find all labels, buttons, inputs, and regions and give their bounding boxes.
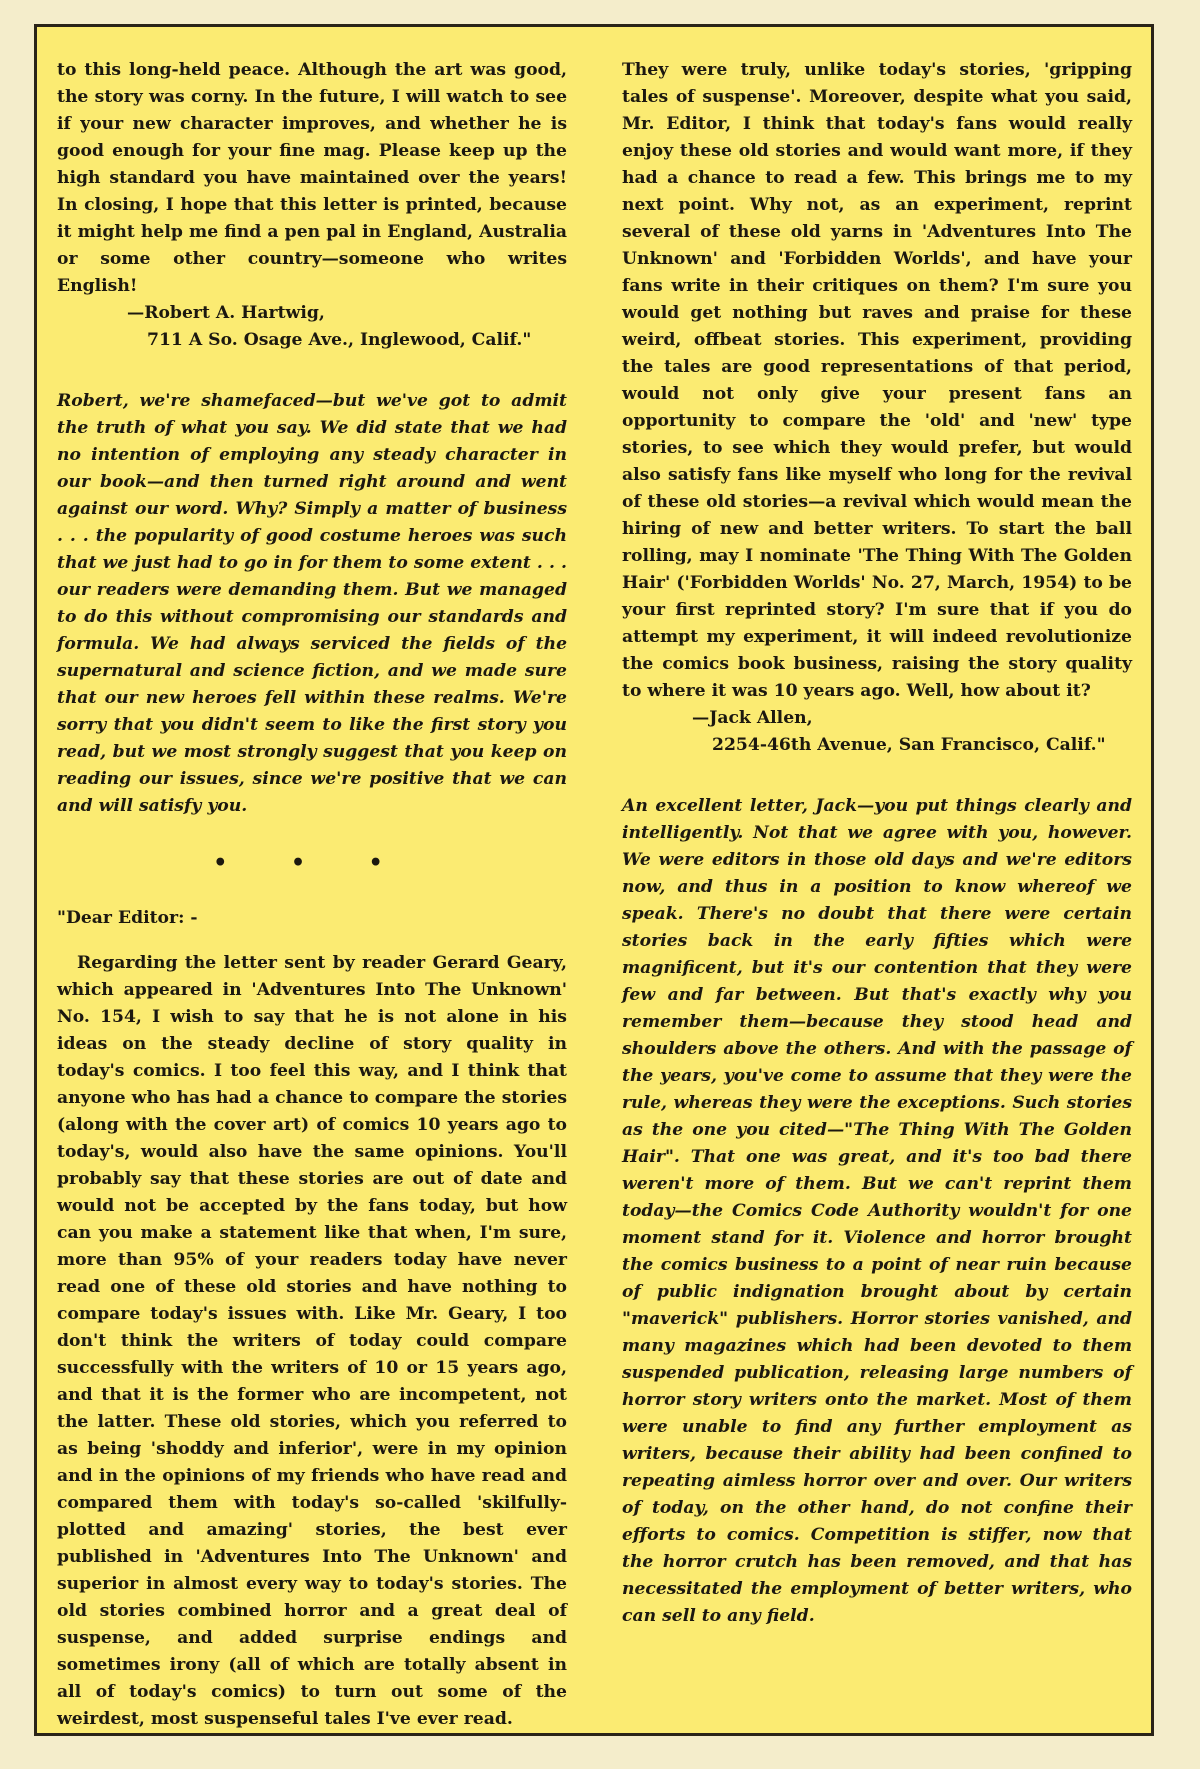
signature-name-allen: —Jack Allen, <box>692 708 813 728</box>
letter-continuation-hartwig: to this long-held peace. Although the art was good, the story was corny. In the future, I will watch to see if your new character improves, and whether he is good enough for your fine mag. Please keep up the high standard you have maintained over the years! In closing, I hope that this letter is printed, because it might help me find a pen pal in England, Australia or some other country—someone who writes English! <box>57 60 567 296</box>
letter-start-allen: Regarding the letter sent by reader Gerard Geary, which appeared in 'Adventures Into The Unknown' No. 154, I wish to say that he is not alone in his ideas on the steady decline of story quality in today's comics. I too feel this way, and I think that anyone who has had a chance to compare the stories (along with the cover art) of comics 10 years ago to today's, would also have the same opinions. You'll probably say that these stories are out of date and would not be accepted by the fans today, but how can you make a statement like that when, I'm sure, more than 95% of your readers today have never read one of these old stories and have nothing to compare today's issues with. Like Mr. Geary, I too don't think the writers of today could compare successfully with the writers of 10 or 15 years ago, and that it is the former who are incompetent, not the latter. These old stories, which you referred to as being 'shoddy and inferior', were in my opinion and in the opinions of my friends who have read and compared them with today's so-called 'skilfully-plotted and amazing' stories, the best ever published in 'Adventures Into The Unknown' and superior in almost every way to today's stories. The old stories combined horror and a great deal of suspense, and added surprise endings and sometimes irony (all of which are totally absent in all of today's comics) to turn out some of the weirdest, most suspenseful tales I've ever read. <box>57 953 567 1729</box>
section-separator: • • • <box>213 850 411 876</box>
signature-address-hartwig: 711 A So. Osage Ave., Inglewood, Calif." <box>147 330 532 350</box>
signature-name-hartwig: —Robert A. Hartwig, <box>127 303 325 323</box>
right-column <box>622 57 1132 1630</box>
left-column <box>57 57 567 1733</box>
letters-page-frame <box>34 24 1154 1736</box>
signature-address-allen: 2254-46th Avenue, San Francisco, Calif." <box>712 735 1106 755</box>
letter-continuation-allen: They were truly, unlike today's stories, 'gripping tales of suspense'. Moreover, despite what you said, Mr. Editor, I think that today's fans would really enjoy these old stories and would want more, if they had a chance to read a few. This brings me to my next point. Why not, as an experiment, reprint several of these old yarns in 'Adventures Into The Unknown' and 'Forbidden Worlds', and have your fans write in their critiques on them? I'm sure you would get nothing but raves and praise for these weird, offbeat stories. This experiment, providing the tales are good representations of that period, would not only give your present fans an opportunity to compare the 'old' and 'new' type stories, to see which they would prefer, but would also satisfy fans like myself who long for the revival of these old stories—a revival which would mean the hiring of new and better writers. To start the ball rolling, may I nominate 'The Thing With The Golden Hair' ('Forbidden Worlds' No. 27, March, 1954) to be your first reprinted story? I'm sure that if you do attempt my experiment, it will indeed revolutionize the comics book business, raising the story quality to where it was 10 years ago. Well, how about it? <box>622 60 1132 701</box>
salutation-dear-editor: "Dear Editor: - <box>57 908 198 928</box>
editor-reply-robert: Robert, we're shamefaced—but we've got to admit the truth of what you say. We did state that we had no intention of employing any steady character in our book—and then turned right around and went against our word. Why? Simply a matter of business . . . the popularity of good costume heroes was such that we just had to go in for them to some extent . . . our readers were demanding them. But we managed to do this without compromising our standards and formula. We had always serviced the fields of the supernatural and science fiction, and we made sure that our new heroes fell within these realms. We're sorry that you didn't seem to like the first story you read, but we most strongly suggest that you keep on reading our issues, since we're positive that we can and will satisfy you. <box>57 391 567 816</box>
editor-reply-jack: An excellent letter, Jack—you put things clearly and intelligently. Not that we agree with you, however. We were editors in those old days and we're editors now, and thus in a position to know whereof we speak. There's no doubt that there were certain stories back in the early fifties which were magnificent, but it's our contention that they were few and far between. But that's exactly why you remember them—because they stood head and shoulders above the others. And with the passage of the years, you've come to assume that they were the rule, whereas they were the exceptions. Such stories as the one you cited—"The Thing With The Golden Hair". That one was great, and it's too bad there weren't more of them. But we can't reprint them today—the Comics Code Authority wouldn't for one moment stand for it. Violence and horror brought the comics business to a point of near ruin because of public indignation brought about by certain "maverick" publishers. Horror stories vanished, and many magazines which had been devoted to them suspended publication, releasing large numbers of horror story writers onto the market. Most of them were unable to find any further employment as writers, because their ability had been confined to repeating aimless horror over and over. Our writers of today, on the other hand, do not confine their efforts to comics. Competition is stiffer, now that the horror crutch has been removed, and that has necessitated the employment of better writers, who can sell to any field. <box>622 796 1132 1626</box>
